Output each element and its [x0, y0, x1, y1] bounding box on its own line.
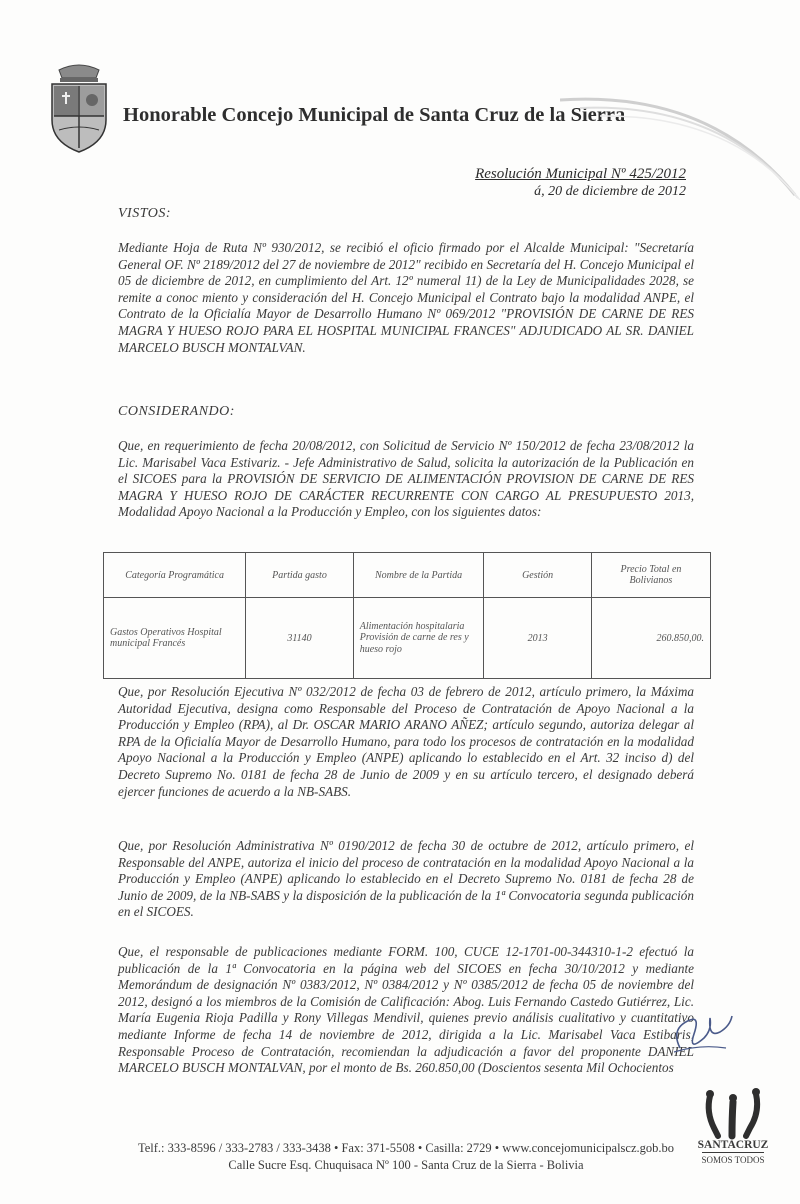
- vistos-paragraph: Mediante Hoja de Ruta Nº 930/2012, se recibió el oficio firmado por el Alcalde Municipal: "Secretaría General OF. Nº 2189/2012 del 27 de noviembre de 2012" recibido en Secretaría del H. Concejo Municipal el 05 de diciembre de 2012, en cumplimiento del Art. 12º numeral 11) de la Ley de Municipalidades 2028, se remite a conoc miento y consideración del H. Concejo Municipal el Contrato bajo la modalidad ANPE, el Contrato de la Oficialía Mayor de Desarrollo Humano Nº 069/2012 "PROVISIÓN DE CARNE DE RES MAGRA Y HUESO ROJO PARA EL HOSPITAL MUNICIPAL FRANCES" ADJUDICADO AL SR. DANIEL MARCELO BUSCH MONTALVAN.: [118, 240, 694, 355]
- footer-contact-line: Telf.: 333-8596 / 333-2783 / 333-3438 • Fax: 371-5508 • Casilla: 2729 • www.concejomunicipalscz.gob.bo: [137, 1141, 675, 1155]
- table-cell: 2013: [484, 598, 592, 679]
- table-cell: Alimentación hospitalaria Provisión de carne de res y hueso rojo: [353, 598, 484, 679]
- considerando-heading: CONSIDERANDO:: [118, 404, 235, 419]
- organization-title: Honorable Concejo Municipal de Santa Cruz de la Sierra: [123, 104, 626, 126]
- resolution-number: Resolución Municipal Nº 425/2012: [475, 166, 686, 182]
- table-header-cell: Precio Total en Bolivianos: [591, 553, 710, 598]
- resolution-block: [475, 166, 686, 200]
- vistos-heading: VISTOS:: [118, 206, 172, 221]
- table-cell: 31140: [246, 598, 354, 679]
- table-cell: 260.850,00.: [591, 598, 710, 679]
- table-header-row: [104, 553, 711, 598]
- brand-tagline: SOMOS TODOS: [702, 1152, 765, 1167]
- footer-contact: [126, 1140, 686, 1174]
- table-header-cell: Partida gasto: [246, 553, 354, 598]
- santa-cruz-brand: [686, 1139, 780, 1167]
- table-row: [104, 598, 711, 679]
- budget-table: [103, 552, 711, 679]
- paragraph-3: Que, por Resolución Administrativa Nº 0190/2012 de fecha 30 de octubre de 2012, artículo primero, el Responsable del ANPE, autoriza el inicio del proceso de contratación en la modalidad Apoyo Nacional a la Producción y Empleo (ANPE) aplicando lo establecido en el Decreto Supremo No. 0181 de fecha 28 de Junio de 2009, de la NB-SABS y la disposición de la publicación de la 1ª Convocatoria segunda publicación en el SICOES.: [118, 838, 694, 920]
- table-header-cell: Gestión: [484, 553, 592, 598]
- table-header-cell: Nombre de la Partida: [353, 553, 484, 598]
- brand-name: SANTACRUZ: [697, 1139, 769, 1151]
- paragraph-4: Que, el responsable de publicaciones mediante FORM. 100, CUCE 12-1701-00-344310-1-2 efectuó la publicación de la 1ª Convocatoria en la página web del SICOES en fecha 30/10/2012 y mediante Memorándum de designación Nº 0383/2012, Nº 0384/2012 y Nº 0385/2012 de fecha 05 de noviembre del 2012, designó a los miembros de la Comisión de Calificación: Abog. Luis Fernando Castedo Gutiérrez, Lic. María Eugenia Rioja Padilla y Rony Villegas Mendivil, quienes previo análisis cualitativo y cuantitativo mediante Informe de fecha 14 de noviembre de 2012, dirigida a la Lic. Marisabel Vaca Estibaris, Responsable Proceso de Contratación, recomiendan la adjudicación a favor del proponente DANIEL MARCELO BUSCH MONTALVAN, por el monto de Bs. 260.850,00 (Doscientos sesenta Mil Ochocientos: [118, 944, 694, 1076]
- footer-address-line: Calle Sucre Esq. Chuquisaca Nº 100 - Santa Cruz de la Sierra - Bolivia: [228, 1158, 584, 1172]
- paragraph-1: Que, en requerimiento de fecha 20/08/2012, con Solicitud de Servicio Nº 150/2012 de fecha 23/08/2012 la Lic. Marisabel Vaca Estivariz. - Jefe Administrativo de Salud, solicita la autorización de la Publicación en el SICOES para la PROVISIÓN DE SERVICIO DE ALIMENTACIÓN PROVISION DE CARNE DE RES MAGRA Y HUESO ROJO DE CARÁCTER RECURRENTE CON CARGO AL PRESUPUESTO 2013, Modalidad Apoyo Nacional a la Producción y Empleo, con los siguientes datos:: [118, 438, 694, 520]
- table-header-cell: Categoría Programática: [104, 553, 246, 598]
- handwritten-signature: [660, 1008, 740, 1058]
- coat-of-arms-icon: [44, 60, 114, 155]
- resolution-date: á, 20 de diciembre de 2012: [534, 184, 686, 199]
- paragraph-2: Que, por Resolución Ejecutiva Nº 032/2012 de fecha 03 de febrero de 2012, artículo primero, la Máxima Autoridad Ejecutiva, designa como Responsable del Proceso de Contratación de Apoyo Nacional a la Producción y Empleo (RPA), al Dr. OSCAR MARIO ARANO AÑEZ; artículo segundo, autoriza delegar al RPA de la Oficialía Mayor de Desarrollo Humano, para todo los procesos de contratación en la modalidad Apoyo Nacional a la Producción y Empleo (ANPE) aplicando lo establecido en el Art. 32 inciso d) del Decreto Supremo No. 0181 de fecha 28 de Junio de 2009 y en su artículo tercero, el designado deberá ejercer funciones de acuerdo a la NB-SABS.: [118, 684, 694, 799]
- table-cell: Gastos Operativos Hospital municipal Francés: [104, 598, 246, 679]
